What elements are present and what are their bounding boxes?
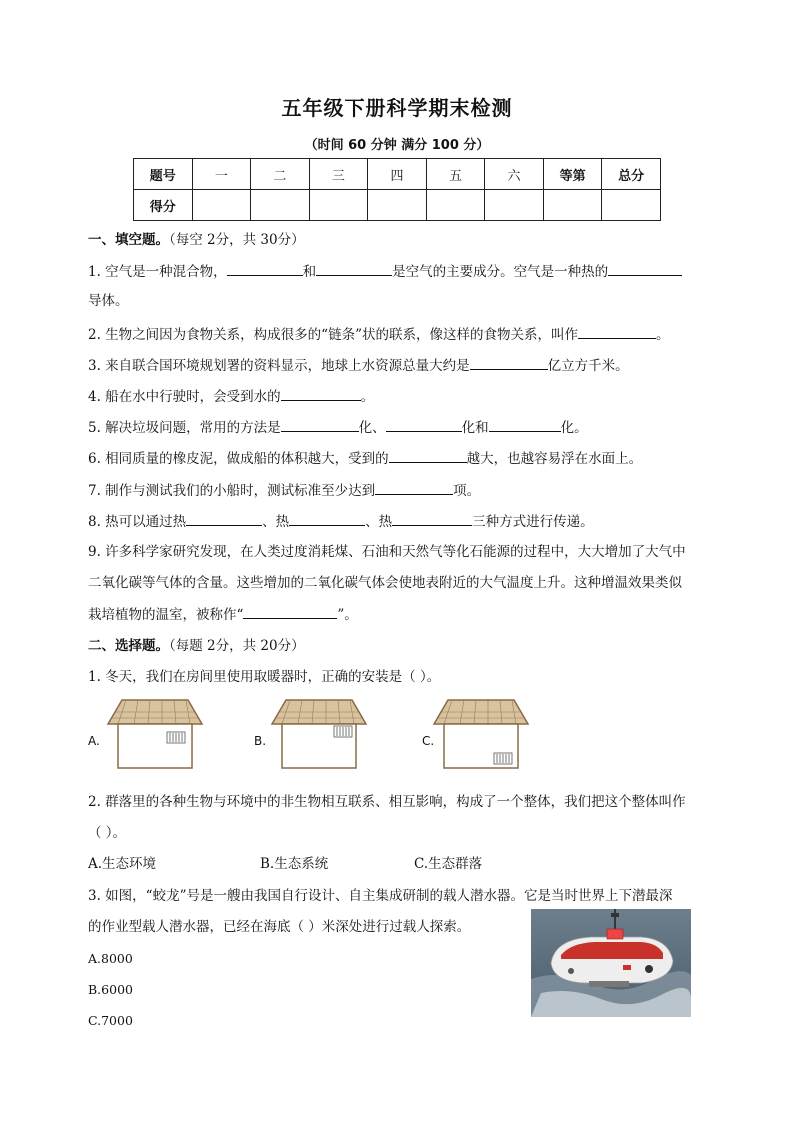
section-note: （每题 2分，共 20分） <box>169 638 305 654</box>
score-table-header-row <box>134 159 661 190</box>
question-2-3-option-c[interactable]: C.7000 <box>88 1013 133 1028</box>
question-text: 亿立方千米。 <box>547 358 629 374</box>
question-text: 8. 热可以通过热 <box>88 514 187 530</box>
score-table-cell: 题号 <box>134 159 193 190</box>
question-text: 化和 <box>461 420 489 436</box>
question-1-4 <box>88 386 374 407</box>
answer-blank[interactable] <box>392 511 472 526</box>
option-c-label[interactable]: C. <box>422 734 435 748</box>
question-1-9-line2: 二氧化碳等气体的含量。这些增加的二氧化碳气体会使地表附近的大气温度上升。这种增温效果类似 <box>88 575 682 591</box>
answer-blank[interactable] <box>578 324 656 339</box>
score-input-cell[interactable] <box>309 190 368 221</box>
score-table-score-row <box>134 190 661 221</box>
answer-blank[interactable] <box>375 480 453 495</box>
question-text: ”。 <box>337 607 358 623</box>
submersible-photo <box>531 909 691 1017</box>
score-input-cell[interactable] <box>192 190 251 221</box>
question-1-7 <box>88 480 480 501</box>
question-text: 是空气的主要成分。空气是一种热的 <box>392 264 609 280</box>
question-1-9-line1: 9. 许多科学家研究发现，在人类过度消耗煤、石油和天然气等化石能源的过程中，大大增加了大气中 <box>88 544 686 560</box>
answer-blank[interactable] <box>243 604 337 619</box>
question-text: 。 <box>655 327 670 343</box>
section-note: （每空 2分，共 30分） <box>169 232 305 248</box>
question-text: 5. 解决垃圾问题，常用的方法是 <box>88 420 281 436</box>
answer-blank[interactable] <box>386 417 462 432</box>
answer-blank[interactable] <box>186 511 262 526</box>
section-heading: 一、填空题。 <box>88 232 169 248</box>
section1-heading-line <box>88 230 305 250</box>
score-input-cell[interactable] <box>543 190 602 221</box>
score-input-cell[interactable] <box>368 190 427 221</box>
score-input-cell[interactable] <box>602 190 661 221</box>
option-a-label[interactable]: A. <box>88 734 100 748</box>
question-2-2-line2: （ ）。 <box>88 825 127 841</box>
question-1-6 <box>88 448 642 469</box>
answer-blank[interactable] <box>316 261 392 276</box>
score-table <box>133 158 661 221</box>
question-text: 1. 空气是一种混合物， <box>88 264 227 280</box>
question-text: 项。 <box>453 483 481 499</box>
answer-blank[interactable] <box>227 261 303 276</box>
score-table-cell: 五 <box>426 159 485 190</box>
question-1-1 <box>88 261 682 282</box>
answer-blank[interactable] <box>489 417 561 432</box>
question-text: 化、 <box>358 420 386 436</box>
question-2-3-option-a[interactable]: A.8000 <box>88 951 133 966</box>
score-table-cell: 六 <box>485 159 544 190</box>
score-table-cell: 一 <box>192 159 251 190</box>
question-text: 越大，也越容易浮在水面上。 <box>466 451 643 467</box>
answer-blank[interactable] <box>608 261 682 276</box>
question-2-2-option-b[interactable]: B.生态系统 <box>260 856 329 872</box>
score-input-cell[interactable] <box>251 190 310 221</box>
question-2-3-option-b[interactable]: B.6000 <box>88 982 133 997</box>
answer-blank[interactable] <box>289 511 365 526</box>
answer-blank[interactable] <box>281 386 361 401</box>
page-title: 五年级下册科学期末检测 <box>281 96 513 120</box>
question-text: 栽培植物的温室，被称作“ <box>88 607 244 623</box>
section2-heading-line <box>88 636 305 656</box>
question-1-5 <box>88 417 588 438</box>
question-text: 。 <box>360 389 375 405</box>
score-table-cell: 三 <box>309 159 368 190</box>
question-1-3 <box>88 355 629 376</box>
answer-blank[interactable] <box>470 355 548 370</box>
score-input-cell[interactable] <box>485 190 544 221</box>
question-2-2-option-a[interactable]: A.生态环境 <box>88 856 157 872</box>
question-2-3-line1: 3. 如图，“蛟龙”号是一艘由我国自行设计、自主集成研制的载人潜水器。它是当时世界上下潜最深 <box>88 888 673 904</box>
question-text: 三种方式进行传递。 <box>472 514 594 530</box>
question-text: 化。 <box>560 420 588 436</box>
question-1-9-line3 <box>88 604 358 625</box>
score-input-cell[interactable] <box>426 190 485 221</box>
question-1-1-cont: 导体。 <box>88 293 129 309</box>
house-heater-option-c[interactable] <box>432 698 530 770</box>
question-2-1: 1. 冬天，我们在房间里使用取暖器时，正确的安装是（ ）。 <box>88 669 441 685</box>
answer-blank[interactable] <box>281 417 359 432</box>
question-2-2-line1: 2. 群落里的各种生物与环境中的非生物相互联系、相互影响，构成了一个整体，我们把这个整体叫作 <box>88 794 686 810</box>
score-table-cell: 二 <box>251 159 310 190</box>
question-text: 6. 相同质量的橡皮泥，做成船的体积越大，受到的 <box>88 451 389 467</box>
question-2-2-option-c[interactable]: C.生态群落 <box>414 856 483 872</box>
house-heater-option-a[interactable] <box>106 698 204 770</box>
page-subtitle: （时间 60 分钟 满分 100 分） <box>304 138 490 153</box>
score-table-label: 得分 <box>134 190 193 221</box>
answer-blank[interactable] <box>389 448 467 463</box>
question-text: 、热 <box>365 514 393 530</box>
house-heater-option-b[interactable] <box>270 698 368 770</box>
question-2-3-line2: 的作业型载人潜水器，已经在海底（ ）米深处进行过载人探索。 <box>88 919 471 935</box>
heater-icon <box>494 753 512 764</box>
option-b-label[interactable]: B. <box>254 734 267 748</box>
heater-icon <box>167 732 185 743</box>
heater-icon <box>334 726 352 737</box>
section-heading: 二、选择题。 <box>88 638 169 654</box>
score-table-cell: 等第 <box>543 159 602 190</box>
question-text: 7. 制作与测试我们的小船时，测试标准至少达到 <box>88 483 376 499</box>
question-text: 3. 来自联合国环境规划署的资料显示，地球上水资源总量大约是 <box>88 358 470 374</box>
question-text: 4. 船在水中行驶时，会受到水的 <box>88 389 281 405</box>
question-text: 2. 生物之间因为食物关系，构成很多的“链条”状的联系，像这样的食物关系，叫作 <box>88 327 578 343</box>
question-1-8 <box>88 511 594 532</box>
score-table-cell: 四 <box>368 159 427 190</box>
score-table-cell: 总分 <box>602 159 661 190</box>
question-1-2 <box>88 324 669 345</box>
question-text: 和 <box>302 264 317 280</box>
question-text: 、热 <box>262 514 290 530</box>
